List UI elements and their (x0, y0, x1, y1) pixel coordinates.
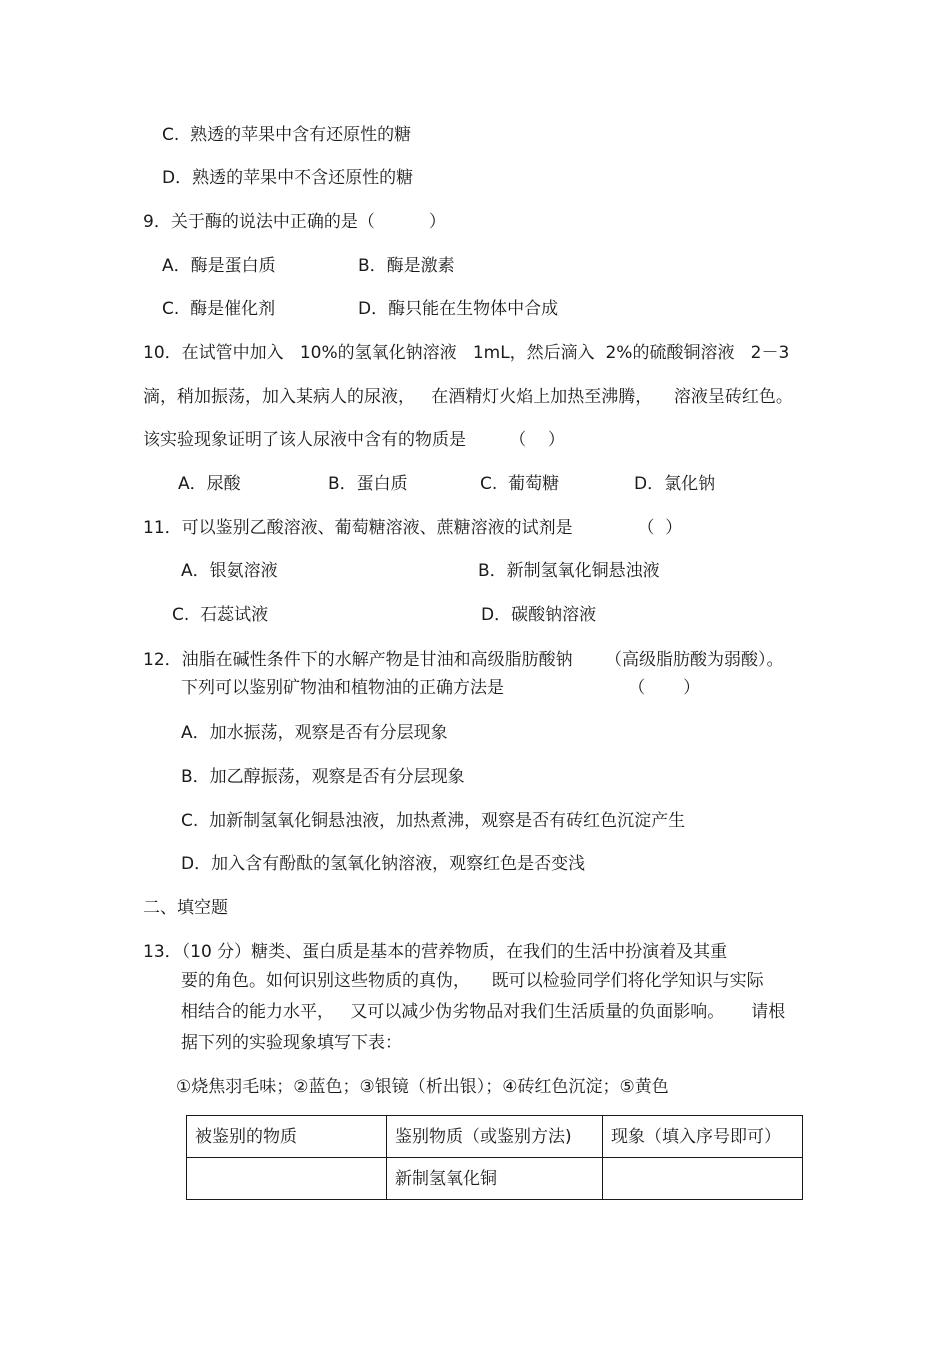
section-heading: 二、填空题 (143, 898, 228, 918)
q9-stem: 9．关于酶的说法中正确的是（ ） (143, 212, 446, 232)
q9-option-a: A．酶是蛋白质 (162, 256, 276, 276)
q10-option-a: A．尿酸 (178, 474, 241, 494)
q13-line-1: 13．（10 分）糖类、蛋白质是基本的营养物质，在我们的生活中扮演着及其重 (143, 942, 728, 962)
table-cell: 新制氢氧化铜 (387, 1158, 603, 1200)
table-header-cell: 被鉴别的物质 (187, 1116, 387, 1158)
q10-line-2: 滴，稍加振荡，加入某病人的尿液， 在酒精灯火焰上加热至沸腾， 溶液呈砖红色。 (143, 387, 793, 407)
q8-option-d: D．熟透的苹果中不含还原性的糖 (162, 168, 414, 188)
q13-line-3: 相结合的能力水平， 又可以减少伪劣物品对我们生活质量的负面影响。 请根 (181, 1002, 786, 1022)
q10-option-c: C. 葡萄糖 (480, 474, 560, 494)
q9-option-c: C. 酶是催化剂 (162, 299, 276, 319)
q10-option-b: B．蛋白质 (328, 474, 408, 494)
q13-line-2: 要的角色。如何识别这些物质的真伪， 既可以检验同学们将化学知识与实际 (181, 971, 764, 991)
q12-option-c: C. 加新制氢氧化铜悬浊液，加热煮沸，观察是否有砖红色沉淀产生 (181, 811, 686, 831)
q13-phenomena: ①烧焦羽毛味；②蓝色；③银镜（析出银）；④砖红色沉淀；⑤黄色 (176, 1077, 669, 1097)
table-cell (603, 1158, 803, 1200)
table-cell (187, 1158, 387, 1200)
q9-option-b: B．酶是激素 (358, 256, 455, 276)
q12-option-b: B．加乙醇振荡，观察是否有分层现象 (181, 767, 465, 787)
q9-option-d: D．酶只能在生物体中合成 (358, 299, 559, 319)
table-header-row (187, 1116, 803, 1158)
table-header-cell: 鉴别物质（或鉴别方法) (387, 1116, 603, 1158)
q12-option-a: A．加水振荡，观察是否有分层现象 (181, 723, 448, 743)
q12-option-d: D．加入含有酚酞的氢氧化钠溶液，观察红色是否变浅 (181, 854, 586, 874)
q12-line-1: 12．油脂在碱性条件下的水解产物是甘油和高级脂肪酸钠 （高级脂肪酸为弱酸）。 (143, 650, 784, 670)
q11-option-d: D．碳酸钠溶液 (481, 605, 597, 625)
q11-option-c: C. 石蕊试液 (172, 605, 269, 625)
q10-line-1: 10．在试管中加入 10%的氢氧化钠溶液 1mL，然后滴入 2%的硫酸铜溶液 2－3 (143, 343, 790, 363)
q11-stem: 11．可以鉴别乙酸溶液、葡萄糖溶液、蔗糖溶液的试剂是 （ ） (143, 518, 683, 538)
q10-line-3: 该实验现象证明了该人尿液中含有的物质是 （ ） (143, 430, 565, 450)
identification-table (186, 1115, 803, 1200)
table-header-cell: 现象（填入序号即可） (603, 1116, 803, 1158)
q11-option-a: A．银氨溶液 (181, 561, 278, 581)
q11-option-b: B．新制氢氧化铜悬浊液 (478, 561, 660, 581)
q10-option-d: D．氯化钠 (634, 474, 716, 494)
q8-option-c: C. 熟透的苹果中含有还原性的糖 (162, 125, 412, 145)
q12-line-2: 下列可以鉴别矿物油和植物油的正确方法是 （ ） (181, 678, 701, 698)
table-row (187, 1158, 803, 1200)
q13-line-4: 据下列的实验现象填写下表： (181, 1033, 402, 1053)
